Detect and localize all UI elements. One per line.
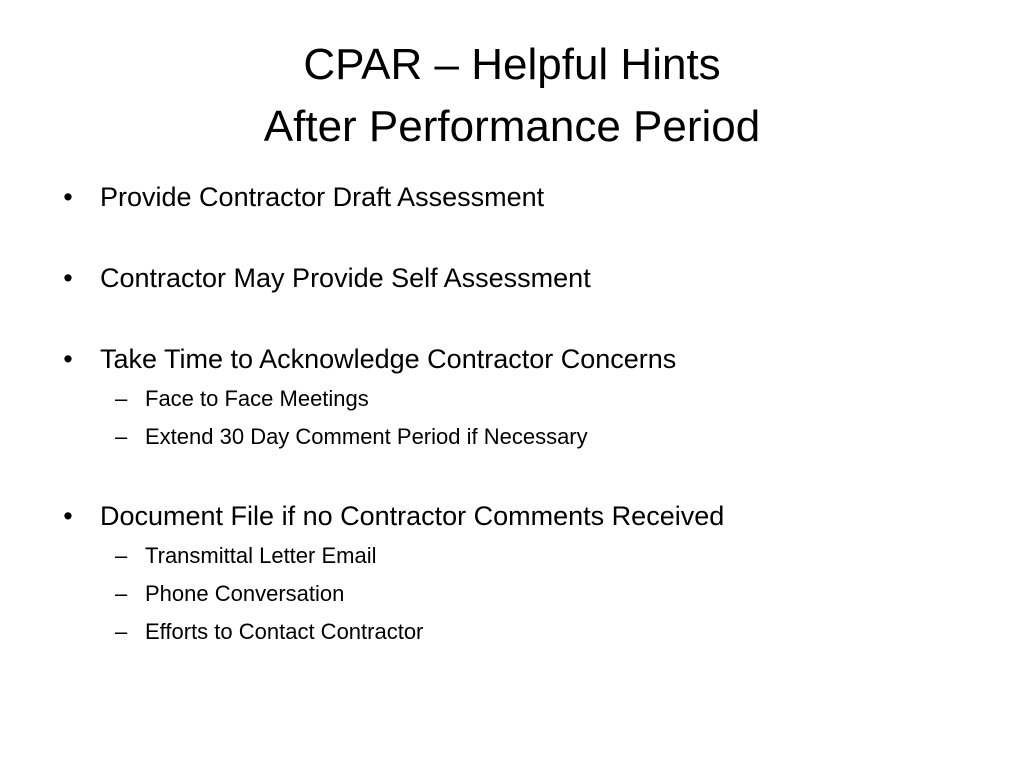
bullet-text: Document File if no Contractor Comments Received	[100, 501, 725, 531]
sub-item	[58, 613, 978, 651]
sub-item	[58, 575, 978, 613]
sub-item-text: Phone Conversation	[145, 581, 345, 606]
sub-item-text: Transmittal Letter Email	[145, 543, 377, 568]
dash-marker: –	[115, 424, 128, 449]
dash-marker: –	[115, 619, 128, 644]
sub-item	[58, 418, 978, 456]
bullet-marker: •	[63, 501, 73, 531]
dash-marker: –	[115, 581, 128, 606]
sub-item-text: Extend 30 Day Comment Period if Necessary	[145, 424, 588, 449]
bullet-marker: •	[63, 263, 73, 293]
bullet-item	[58, 495, 978, 537]
sub-list	[58, 537, 978, 651]
slide-title	[0, 34, 1024, 158]
bullet-item	[58, 338, 978, 380]
sub-item	[58, 380, 978, 418]
slide-content	[58, 176, 978, 651]
sub-list	[58, 380, 978, 456]
slide-title-line-2: After Performance Period	[263, 102, 761, 151]
sub-item-text: Efforts to Contact Contractor	[145, 619, 424, 644]
bullet-marker: •	[63, 182, 73, 212]
slide-title-line-1: CPAR – Helpful Hints	[303, 40, 721, 89]
bullet-item	[58, 176, 978, 218]
bullet-item	[58, 257, 978, 299]
bullet-text: Take Time to Acknowledge Contractor Concerns	[100, 344, 677, 374]
sub-item-text: Face to Face Meetings	[145, 386, 369, 411]
dash-marker: –	[115, 543, 128, 568]
sub-item	[58, 537, 978, 575]
dash-marker: –	[115, 386, 128, 411]
bullet-text: Contractor May Provide Self Assessment	[100, 263, 591, 293]
bullet-text: Provide Contractor Draft Assessment	[100, 182, 545, 212]
bullet-marker: •	[63, 344, 73, 374]
